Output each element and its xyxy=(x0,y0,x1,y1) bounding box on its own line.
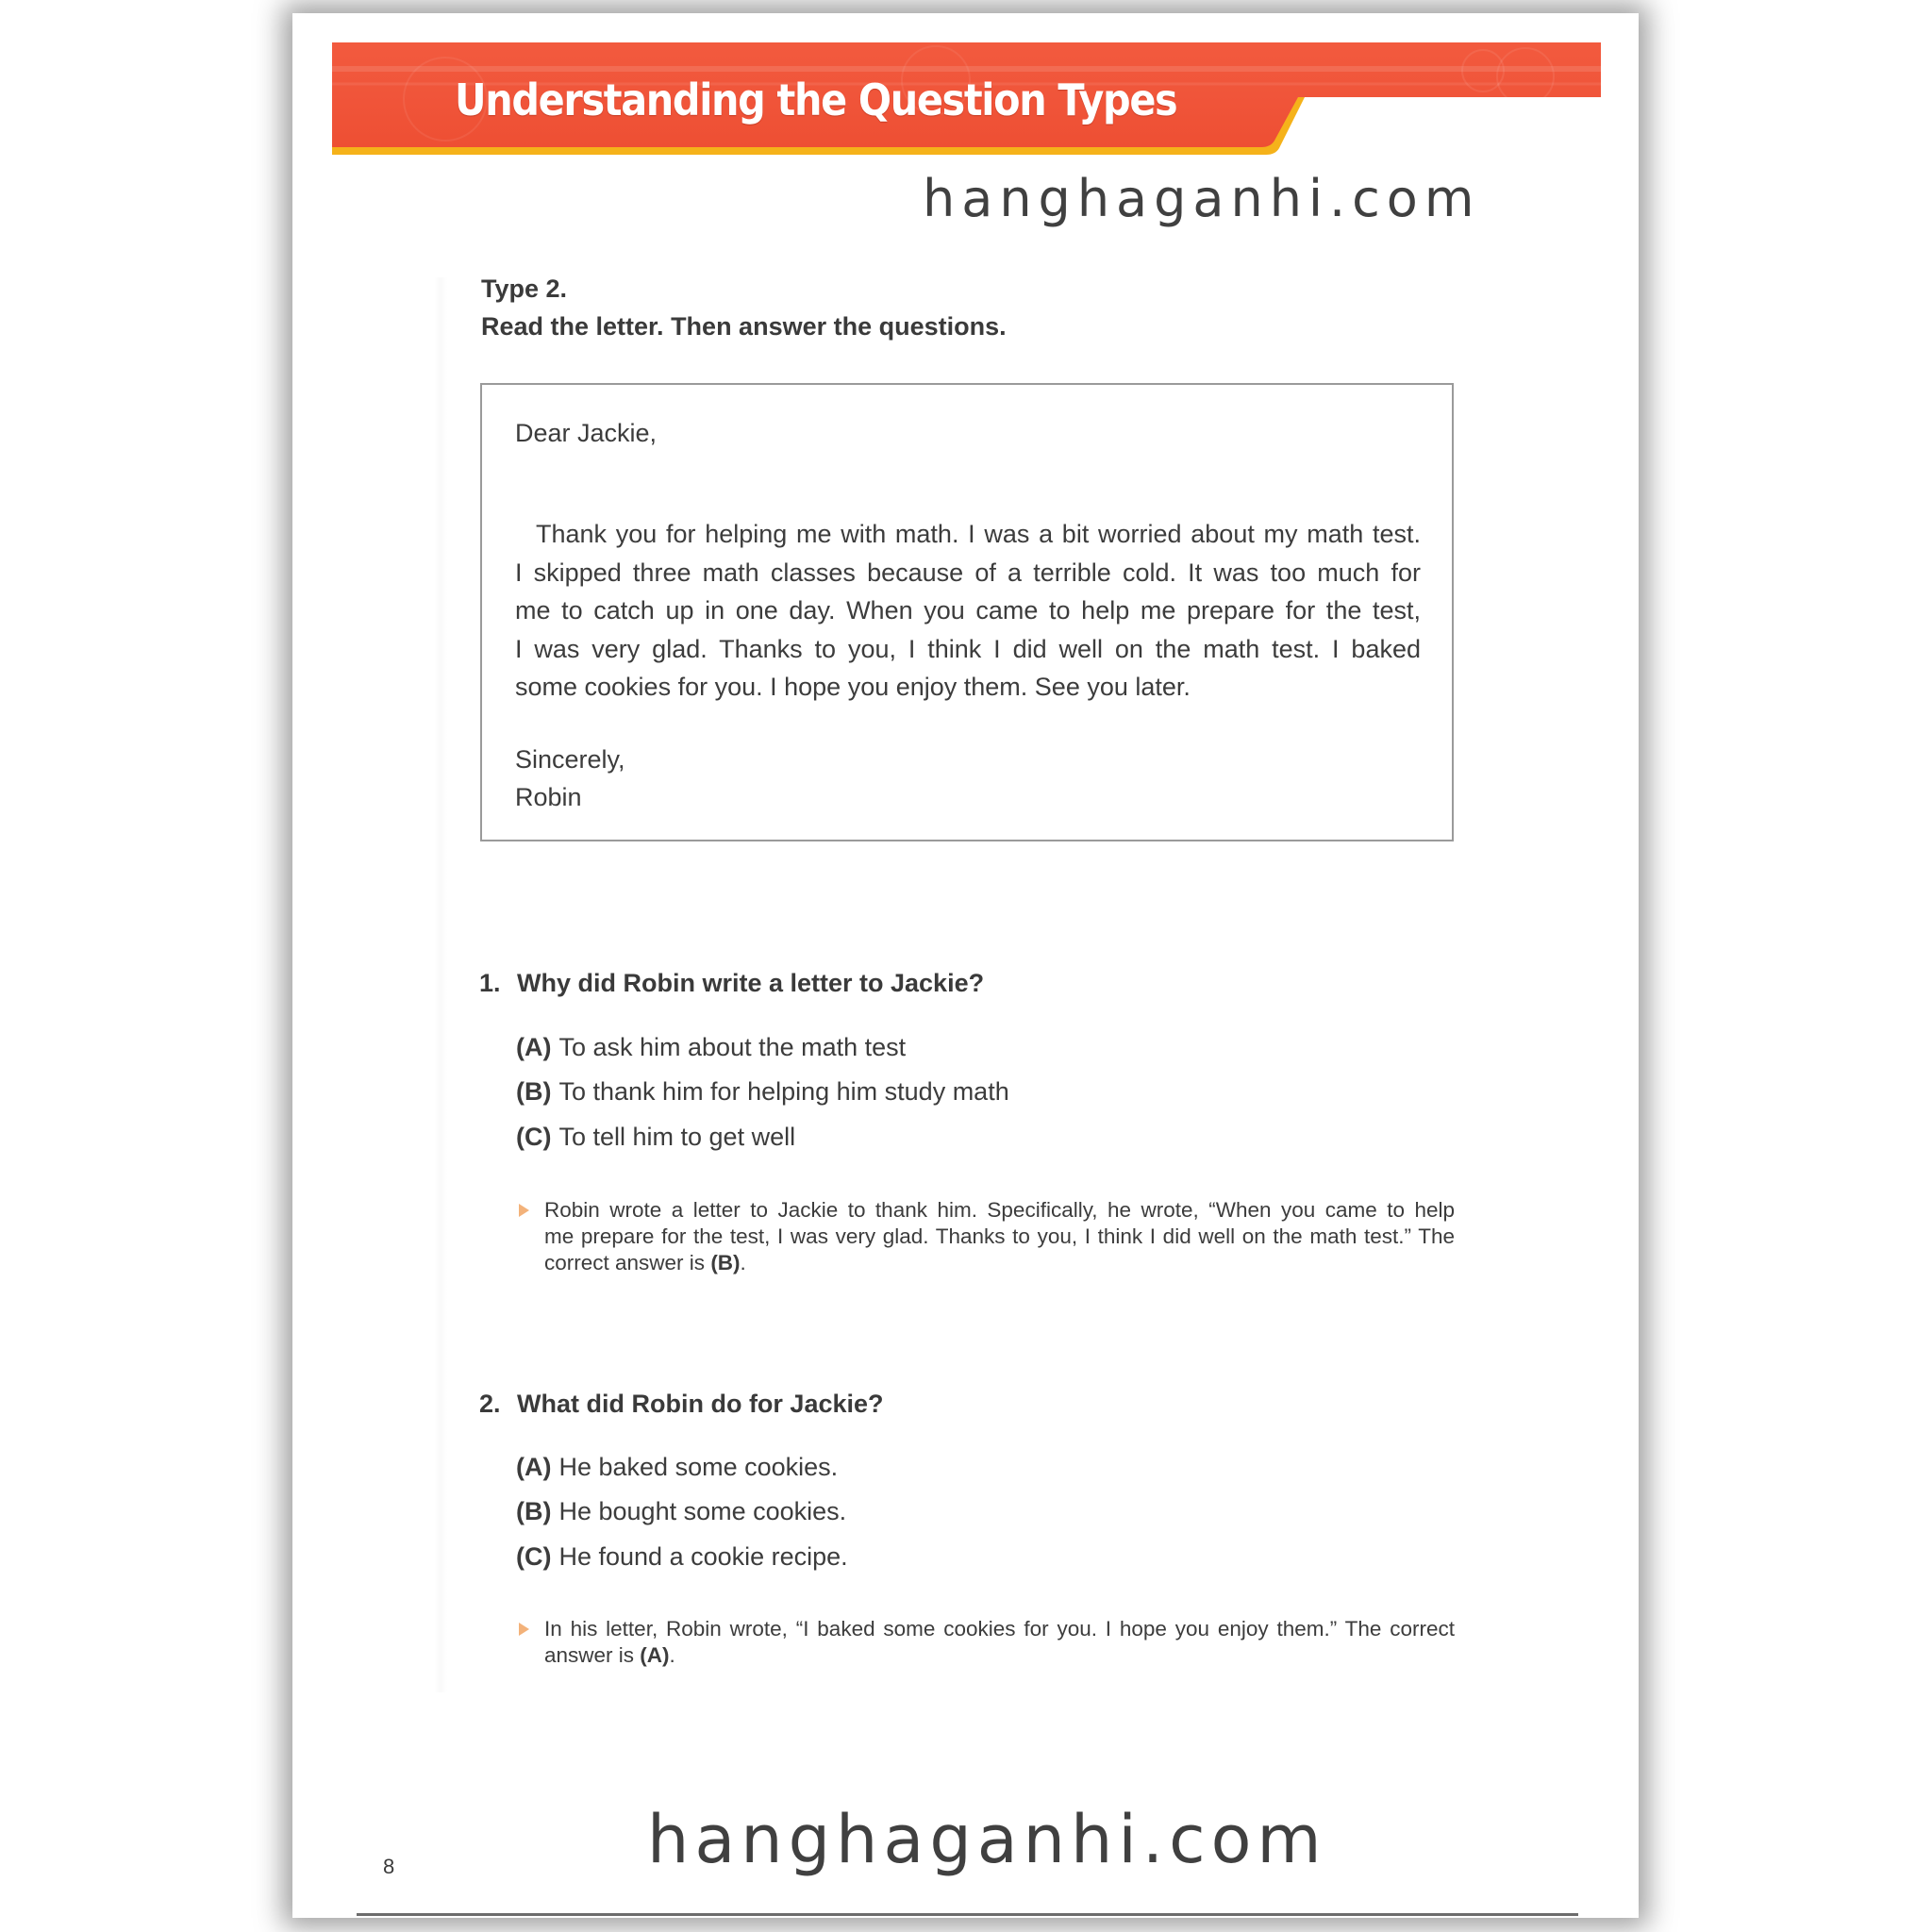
page-number: 8 xyxy=(383,1855,395,1878)
q1-option-c[interactable] xyxy=(516,1123,795,1152)
watermark-top: hanghaganhi.com xyxy=(923,169,1481,228)
explanation-answer-suffix: . xyxy=(740,1251,746,1274)
explanation-arrow-icon xyxy=(519,1204,529,1217)
explanation-line: me prepare for the test, I was very glad. Thanks to you, I think I did well on the math test.” The xyxy=(544,1224,1455,1248)
letter-box xyxy=(480,383,1454,841)
option-text: To thank him for helping him study math xyxy=(558,1077,1009,1106)
option-text: He bought some cookies. xyxy=(558,1497,847,1525)
question-text: Why did Robin write a letter to Jackie? xyxy=(517,969,985,997)
explanation-answer-suffix: . xyxy=(669,1643,675,1667)
letter-body-line: some cookies for you. I hope you enjoy them. See you later. xyxy=(515,673,1191,701)
option-letter: (A) xyxy=(516,1453,552,1481)
option-text: To tell him to get well xyxy=(558,1123,796,1151)
letter-signature: Robin xyxy=(515,783,582,811)
explanation-answer-prefix: answer is xyxy=(544,1643,641,1667)
explanation-line: In his letter, Robin wrote, “I baked some cookies for you. I hope you enjoy them.” The correct xyxy=(544,1617,1455,1641)
correct-answer: (A) xyxy=(640,1643,670,1667)
q2-explanation xyxy=(544,1616,1455,1669)
option-letter: (B) xyxy=(516,1077,552,1106)
explanation-answer-line xyxy=(544,1250,1455,1276)
letter-body xyxy=(515,515,1421,707)
explanation-arrow-icon xyxy=(519,1623,529,1636)
option-text: He found a cookie recipe. xyxy=(558,1542,848,1571)
explanation-answer-line xyxy=(544,1642,1455,1669)
letter-body-line: me to catch up in one day. When you came to help me prepare for the test, xyxy=(515,596,1421,625)
q1-option-b[interactable] xyxy=(516,1077,1009,1107)
section-type-label: Type 2. xyxy=(481,275,568,303)
correct-answer: (B) xyxy=(710,1251,741,1274)
question-2 xyxy=(479,1390,884,1419)
header-banner xyxy=(332,42,1601,156)
letter-closing: Sincerely, xyxy=(515,745,625,774)
footer-divider xyxy=(357,1913,1578,1916)
letter-body-line: I was very glad. Thanks to you, I think I did well on the math test. I baked xyxy=(515,634,1421,663)
watermark-bottom: hanghaganhi.com xyxy=(647,1801,1327,1878)
banner-title: Understanding the Question Types xyxy=(455,75,1177,125)
q2-option-a[interactable] xyxy=(516,1453,838,1482)
option-letter: (C) xyxy=(516,1542,552,1571)
q2-option-b[interactable] xyxy=(516,1497,846,1526)
letter-body-line: Thank you for helping me with math. I was a bit worried about my math test. xyxy=(536,520,1421,548)
option-text: He baked some cookies. xyxy=(558,1453,839,1481)
explanation-line: Robin wrote a letter to Jackie to thank him. Specifically, he wrote, “When you came to help xyxy=(544,1198,1455,1222)
option-letter: (B) xyxy=(516,1497,552,1525)
page-fold-shade xyxy=(434,277,447,1692)
question-text: What did Robin do for Jackie? xyxy=(517,1390,884,1418)
letter-body-line: I skipped three math classes because of a terrible cold. It was too much for xyxy=(515,558,1421,587)
section-instruction: Read the letter. Then answer the questions. xyxy=(481,312,1007,341)
explanation-answer-prefix: correct answer is xyxy=(544,1251,711,1274)
option-letter: (C) xyxy=(516,1123,552,1151)
q2-option-c[interactable] xyxy=(516,1542,848,1572)
letter-greeting: Dear Jackie, xyxy=(515,419,658,447)
q1-explanation xyxy=(544,1197,1455,1276)
option-letter: (A) xyxy=(516,1033,552,1061)
question-number: 2. xyxy=(479,1390,501,1418)
question-number: 1. xyxy=(479,969,501,997)
option-text: To ask him about the math test xyxy=(558,1033,907,1061)
document-page xyxy=(292,13,1639,1918)
q1-option-a[interactable] xyxy=(516,1033,906,1062)
question-1 xyxy=(479,969,984,998)
